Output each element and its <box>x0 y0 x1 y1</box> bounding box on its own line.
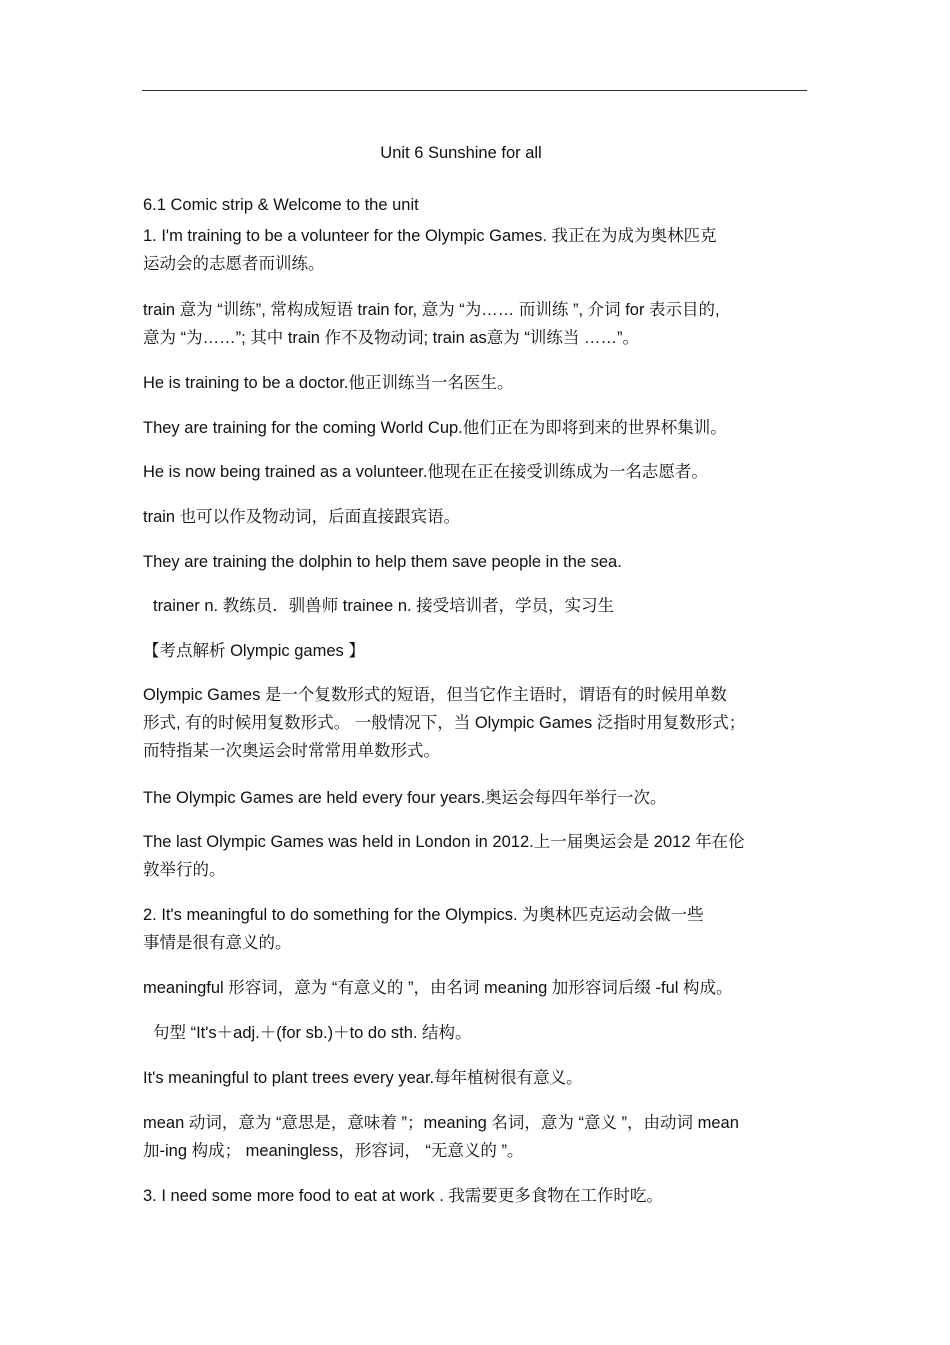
text-line: trainer n. 教练员．驯兽师 trainee n. 接受培训者，学员，实习生 <box>153 597 615 615</box>
text-line: They are training for the coming World Cup.他们正在为即将到来的世界杯集训。 <box>143 419 727 437</box>
text-line: 意为 “为……”; 其中 train 作不及物动词; train as意为 “训练当 ……”。 <box>143 329 639 347</box>
text-line: He is training to be a doctor.他正训练当一名医生。 <box>143 374 514 392</box>
text-line: It's meaningful to plant trees every year.每年植树很有意义。 <box>143 1069 583 1087</box>
text-line: They are training the dolphin to help them save people in the sea. <box>143 553 622 571</box>
text-line: The last Olympic Games was held in London in 2012.上一届奥运会是 2012 年在伦 <box>143 833 745 851</box>
text-line: 事情是很有意义的。 <box>143 934 292 952</box>
text-line: meaningful 形容词，意为 “有意义的 ”，由名词 meaning 加形容词后缀 -ful 构成。 <box>143 979 733 997</box>
text-line: 而特指某一次奥运会时常常用单数形式。 <box>143 742 440 760</box>
text-line: 1. I'm training to be a volunteer for the Olympic Games. 我正在为成为奥林匹克 <box>143 227 717 245</box>
text-line: 3. I need some more food to eat at work . 我需要更多食物在工作时吃。 <box>143 1187 663 1205</box>
text-line: 运动会的志愿者而训练。 <box>143 255 325 273</box>
text-line: 句型 “It's＋adj.＋(for sb.)＋to do sth. 结构。 <box>153 1024 472 1042</box>
text-line: mean 动词，意为 “意思是，意味着 ”；meaning 名词，意为 “意义 ”，由动词 mean <box>143 1114 739 1132</box>
page-title: Unit 6 Sunshine for all <box>380 144 542 162</box>
text-line: train 意为 “训练”, 常构成短语 train for, 意为 “为…… 而训练 ”, 介词 for 表示目的, <box>143 301 720 319</box>
text-line: 【考点解析 Olympic games 】 <box>143 642 365 660</box>
text-line: Olympic Games 是一个复数形式的短语，但当它作主语时，谓语有的时候用单数 <box>143 686 727 704</box>
text-line: 加-ing 构成； meaningless，形容词， “无意义的 ”。 <box>143 1142 524 1160</box>
text-line: He is now being trained as a volunteer.他现在正在接受训练成为一名志愿者。 <box>143 463 708 481</box>
text-line: 形式, 有的时候用复数形式。 一般情况下，当 Olympic Games 泛指时用复数形式； <box>143 714 746 732</box>
section-heading: 6.1 Comic strip & Welcome to the unit <box>143 196 419 214</box>
text-line: The Olympic Games are held every four years.奥运会每四年举行一次。 <box>143 789 667 807</box>
text-line: 敦举行的。 <box>143 861 226 879</box>
header-rule <box>142 90 807 91</box>
text-line: train 也可以作及物动词，后面直接跟宾语。 <box>143 508 461 526</box>
text-line: 2. It's meaningful to do something for the Olympics. 为奥林匹克运动会做一些 <box>143 906 704 924</box>
